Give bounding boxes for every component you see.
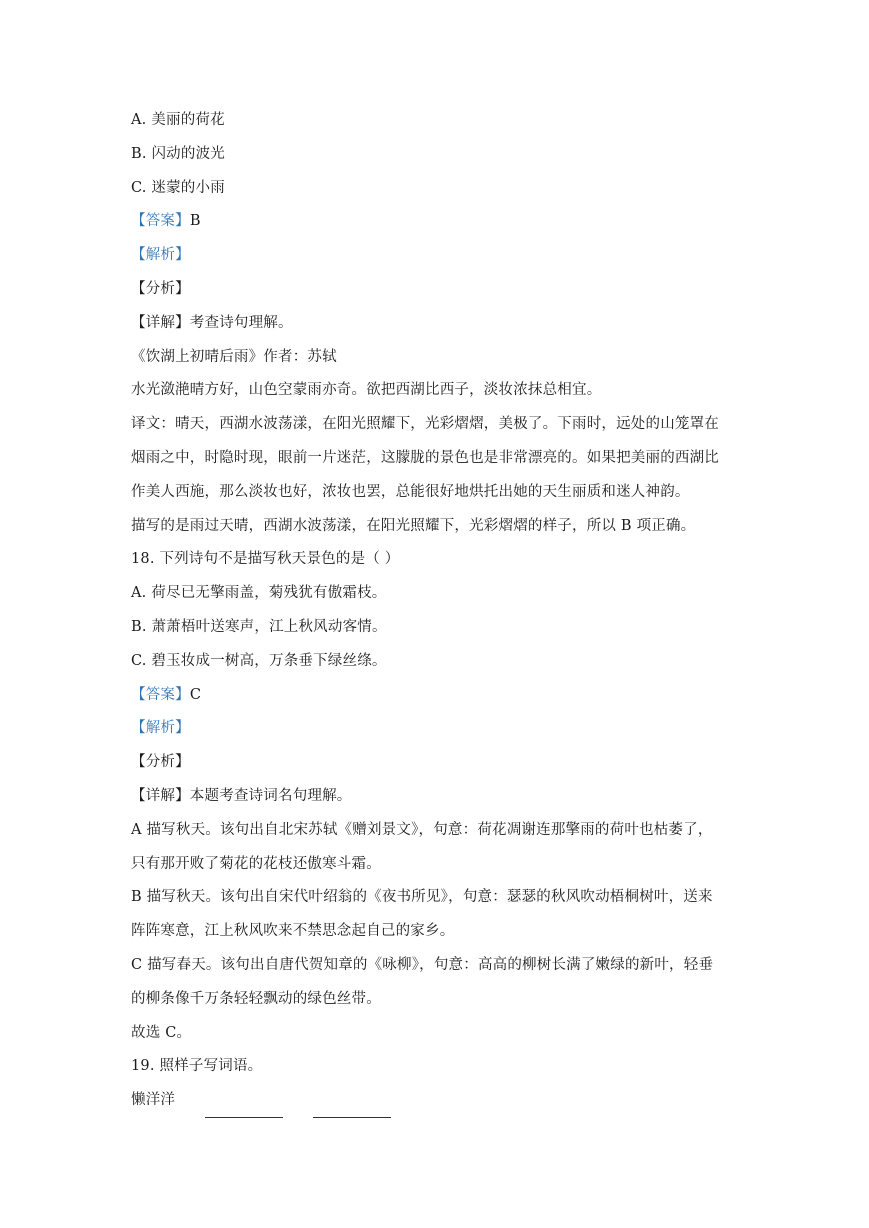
q19-blank-2[interactable] [313,1097,391,1118]
q18-detail: 【详解】本题考查诗词名句理解。 [131,787,352,804]
answer-tag: 【答案】 [131,213,190,230]
q19-blank-1[interactable] [205,1097,283,1118]
document-page [131,104,751,1118]
answer-value: B [189,213,201,230]
q18-explain-b-2: 阵阵寒意，江上秋风吹来不禁思念起自己的家乡。 [131,923,455,940]
q18-explain-a-1: A 描写秋天。该句出自北宋苏轼《赠刘景文》，句意：荷花凋谢连那擎雨的荷叶也枯萎了， [131,821,713,838]
q17-option-a: A. 美丽的荷花 [131,112,225,128]
q19-stem: 19. 照样子写词语。 [131,1058,263,1075]
q18-choice: 故选 C。 [131,1024,192,1041]
q18-option-b: B. 萧萧梧叶送寒声，江上秋风动客情。 [131,618,387,635]
q18-explain-c-2: 的柳条像千万条轻轻飘动的绿色丝带。 [131,990,381,1007]
q18-explain-b-1: B 描写秋天。该句出自宋代叶绍翁的《夜书所见》，句意：瑟瑟的秋风吹动梧桐树叶，送来 [131,889,713,906]
q17-option-c: C. 迷蒙的小雨 [131,179,225,196]
q18-analysis-tag: 【解析】 [131,720,190,737]
q17-poem-title: 《饮湖上初晴后雨》作者：苏轼 [131,348,337,365]
answer-value: C [189,686,202,703]
q18-fenxi: 【分析】 [131,754,190,771]
q19-example-word: 懒洋洋 [131,1092,176,1109]
q18-option-c: C. 碧玉妆成一树高，万条垂下绿丝绦。 [131,652,387,669]
q17-answer [131,205,751,239]
q17-translation-line-1: 译文：晴天，西湖水波荡漾，在阳光照耀下，光彩熠熠，美极了。下雨时，远处的山笼罩在 [131,416,719,433]
q17-fenxi: 【分析】 [131,280,190,297]
q17-translation-line-2: 烟雨之中，时隐时现，眼前一片迷茫，这朦胧的景色也是非常漂亮的。如果把美丽的西湖比 [131,449,719,466]
q17-analysis-tag: 【解析】 [131,247,190,264]
q17-poem-text: 水光潋滟晴方好，山色空蒙雨亦奇。欲把西湖比西子，淡妆浓抹总相宜。 [131,382,602,399]
q17-detail: 【详解】考查诗句理解。 [131,314,293,331]
answer-tag: 【答案】 [131,686,190,703]
q18-explain-c-1: C 描写春天。该句出自唐代贺知章的《咏柳》，句意：高高的柳树长满了嫩绿的新叶，轻垂 [131,956,714,973]
q19-example-row [131,1084,751,1118]
q18-explain-a-2: 只有那开败了菊花的花枝还傲寒斗霜。 [131,855,381,872]
q18-answer [131,679,751,713]
q18-option-a: A. 荷尽已无擎雨盖，菊残犹有傲霜枝。 [131,585,387,602]
q17-option-b: B. 闪动的波光 [131,145,225,162]
q17-translation-line-3: 作美人西施，那么淡妆也好，浓妆也罢，总能很好地烘托出她的天生丽质和迷人神韵。 [131,483,690,500]
q17-conclusion: 描写的是雨过天晴，西湖水波荡漾，在阳光照耀下，光彩熠熠的样子，所以 B 项正确。 [131,517,696,534]
q18-stem: 18. 下列诗句不是描写秋天景色的是（ ） [131,551,400,568]
